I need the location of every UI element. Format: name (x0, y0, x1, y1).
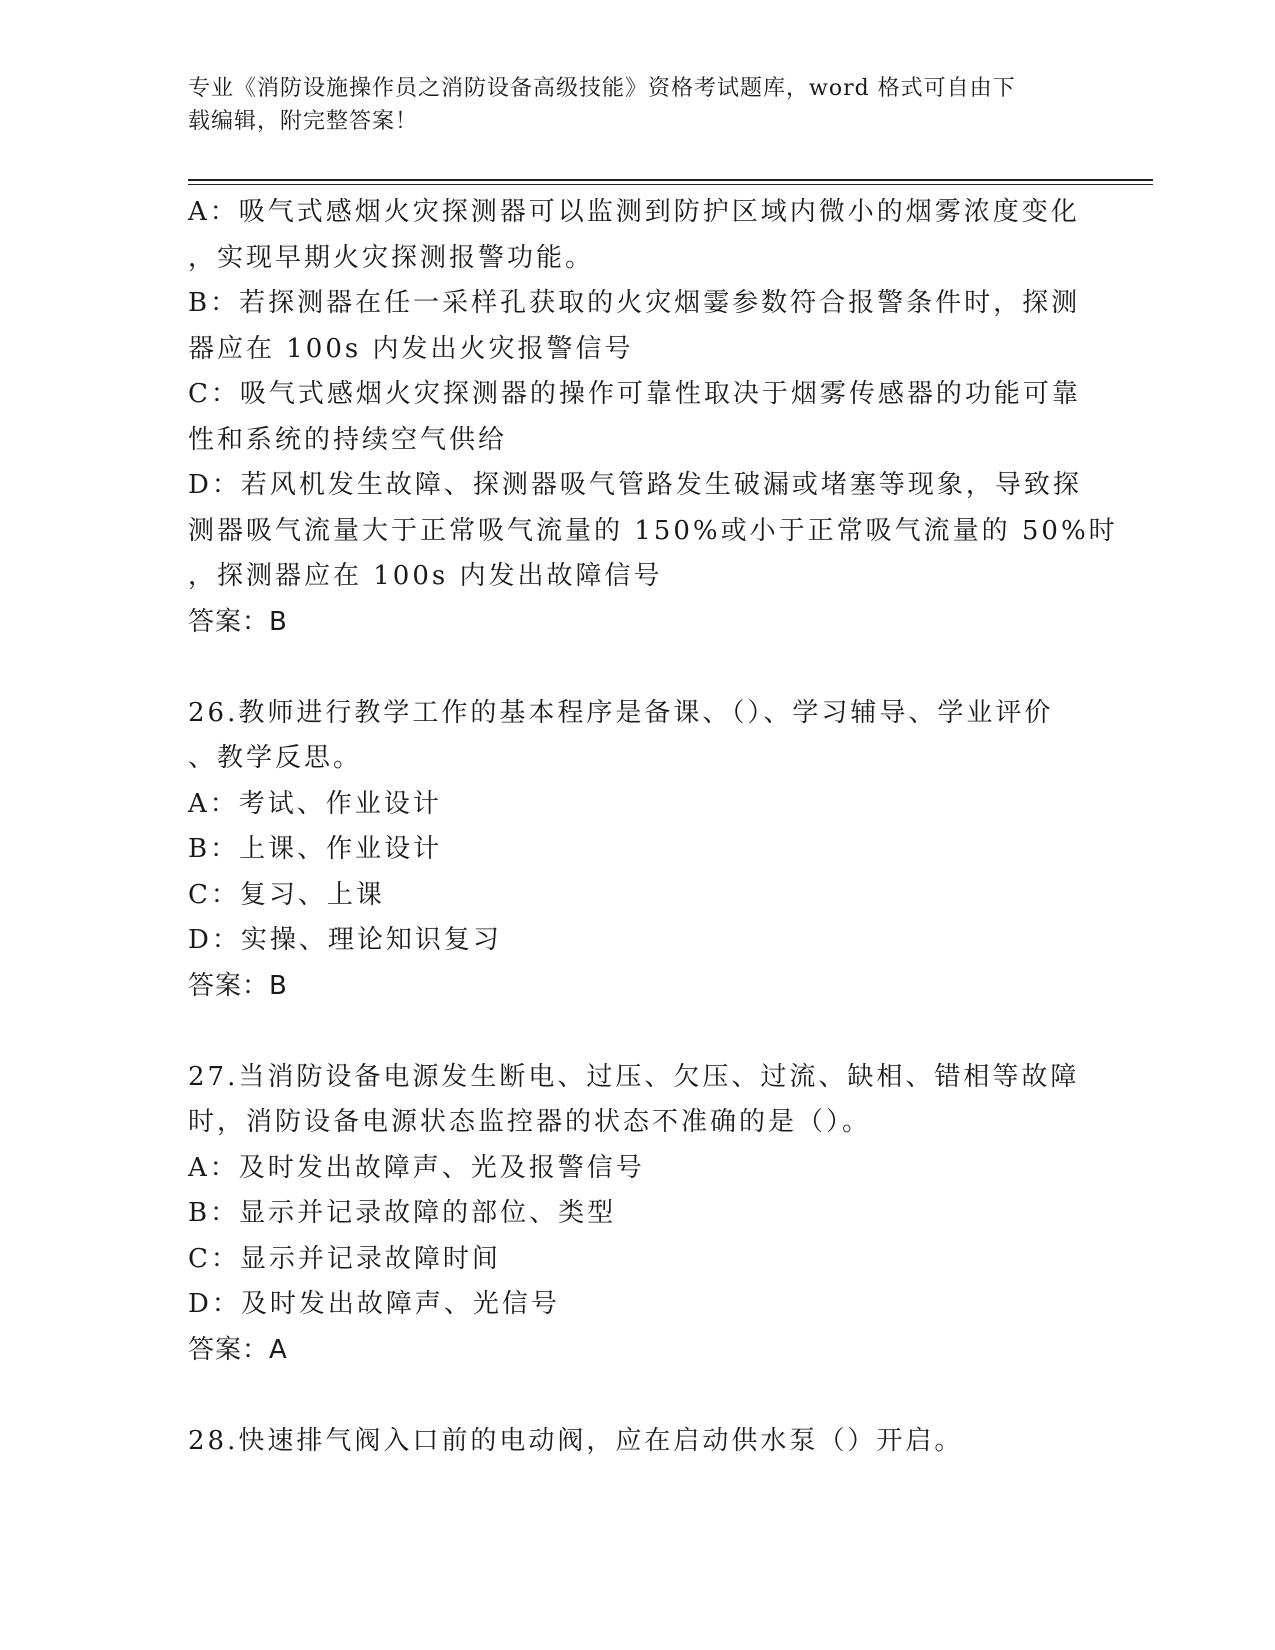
question-stem-line-2: 、教学反思。 (188, 743, 363, 773)
spacer (188, 645, 1078, 691)
option-a-line-2: ，实现早期火灾探测报警功能。 (188, 242, 595, 273)
answer-25: 答案：B (188, 606, 288, 637)
option-d-line-3: ，探测器应在 100s 内发出故障信号 (188, 561, 663, 591)
option-a: A：考试、作业设计 (188, 788, 442, 819)
option-b: B：上课、作业设计 (188, 834, 443, 864)
answer-26: 答案：B (188, 970, 288, 1001)
question-stem-line-2: 时，消防设备电源状态监控器的状态不准确的是（）。 (188, 1107, 872, 1137)
question-27 (188, 1055, 1078, 1374)
option-b: B：显示并记录故障的部位、类型 (188, 1198, 617, 1228)
question-stem: 28.快速排气阀入口前的电动阀，应在启动供水泵（）开启。 (188, 1425, 964, 1456)
question-28 (188, 1419, 1078, 1465)
option-b-line-2: 器应在 100s 内发出火灾报警信号 (188, 333, 634, 364)
answer-27: 答案：A (188, 1334, 288, 1365)
header-rule-thin (188, 184, 1153, 185)
option-c: C：显示并记录故障时间 (188, 1243, 501, 1274)
option-c-line-2: 性和系统的持续空气供给 (188, 424, 508, 455)
document-body (188, 190, 1118, 1464)
question-stem-line-1: 27.当消防设备电源发生断电、过压、欠压、过流、缺相、错相等故障 (188, 1061, 1080, 1092)
header-rule-thick (188, 179, 1153, 181)
question-25-options (188, 190, 1118, 645)
spacer (188, 1009, 1078, 1055)
option-c-line-1: C：吸气式感烟火灾探测器的操作可靠性取决于烟雾传感器的功能可靠 (188, 379, 1081, 409)
option-d: D：实操、理论知识复习 (188, 925, 502, 955)
header-line-1: 专业《消防设施操作员之消防设备高级技能》资格考试题库，word 格式可自由下 (188, 76, 1016, 101)
option-d: D：及时发出故障声、光信号 (188, 1289, 560, 1319)
option-c: C：复习、上课 (188, 879, 385, 910)
spacer (188, 1373, 1078, 1419)
option-d-line-2: 测器吸气流量大于正常吸气流量的 150%或小于正常吸气流量的 50%时 (188, 515, 1118, 546)
option-a-line-1: A：吸气式感烟火灾探测器可以监测到防护区域内微小的烟雾浓度变化 (188, 197, 1080, 227)
header-line-2: 载编辑，附完整答案！ (188, 109, 419, 134)
option-b-line-1: B：若探测器在任一采样孔获取的火灾烟霎参数符合报警条件时，探测 (188, 288, 1081, 318)
option-a: A：及时发出故障声、光及报警信号 (188, 1152, 645, 1183)
option-d-line-1: D：若风机发生故障、探测器吸气管路发生破漏或堵塞等现象，导致探 (188, 470, 1082, 500)
question-26 (188, 691, 1078, 1010)
question-stem-line-1: 26.教师进行教学工作的基本程序是备课、（）、学习辅导、学业评价 (188, 697, 1054, 728)
document-header (188, 72, 1068, 138)
